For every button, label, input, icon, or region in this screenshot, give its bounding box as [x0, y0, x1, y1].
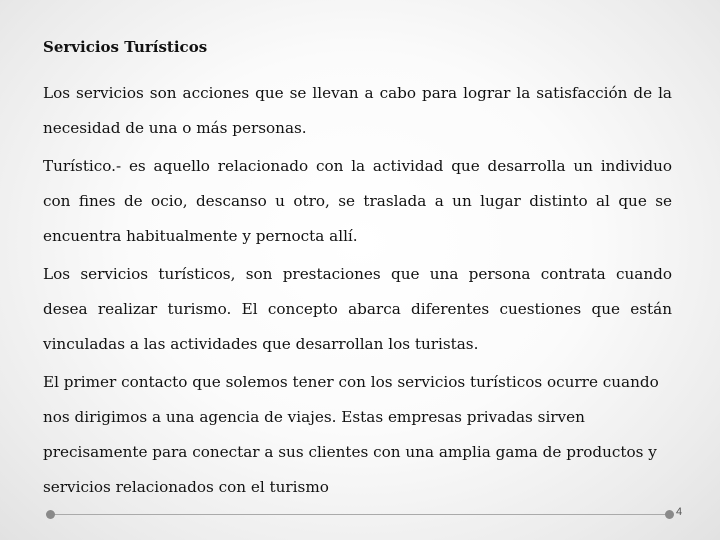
footer-left-dot-icon: [46, 510, 55, 519]
page-number: 4: [676, 506, 683, 518]
paragraph-servicios: Los servicios son acciones que se llevan a cabo para lograr la satisfacción de la necesidad de una o más personas.: [43, 84, 672, 137]
footer-divider: [51, 514, 670, 515]
slide-body: [43, 76, 672, 508]
paragraph-servicios-turisticos: Los servicios turísticos, son prestaciones que una persona contrata cuando desea realizar turismo. El concepto abarca diferentes cuestiones que están vinculadas a las actividades que desarrollan los turistas.: [43, 265, 672, 353]
slide-title: Servicios Turísticos: [43, 38, 208, 56]
footer-right-dot-icon: [665, 510, 674, 519]
paragraph-turistico: Turístico.- es aquello relacionado con la actividad que desarrolla un individuo con fines de ocio, descanso u otro, se traslada a un lugar distinto al que se encuentra habitualmente y pernocta allí.: [43, 157, 672, 245]
paragraph-primer-contacto: El primer contacto que solemos tener con los servicios turísticos ocurre cuando nos dirigimos a una agencia de viajes. Estas empresas privadas sirven precisamente para conectar a sus clientes con una amplia gama de productos y servicios relacionados con el turismo: [43, 373, 659, 496]
